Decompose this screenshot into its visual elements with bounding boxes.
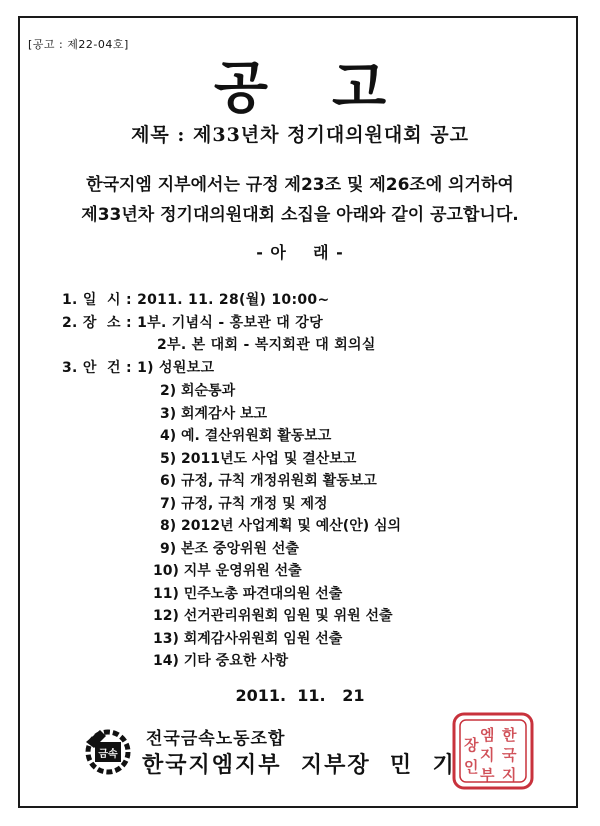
agenda-item: 10) 지부 운영위원 선출 xyxy=(153,563,302,579)
item-location-part2: 2부. 본 대회 - 복지회관 대 회의실 xyxy=(157,337,376,353)
union-logo-icon xyxy=(80,722,136,776)
agenda-item: 11) 민주노총 파견대의원 선출 xyxy=(153,585,343,602)
notice-title: 공고 xyxy=(213,56,451,121)
agenda-item: 14) 기타 중요한 사항 xyxy=(153,653,289,669)
notice-body xyxy=(36,170,564,230)
body-line-1: 한국지엠 지부에서는 규정 제23조 및 제26조에 의거하여 xyxy=(86,175,514,195)
official-seal-icon xyxy=(450,710,536,792)
item-agenda-label: 3. 안 건 : 1) 성원보고 xyxy=(62,360,215,376)
agenda-item: 12) 선거관리위원회 임원 및 위원 선출 xyxy=(153,608,393,624)
agenda-item: 3) 회계감사 보고 xyxy=(160,405,268,422)
agenda-item: 5) 2011년도 사업 및 결산보고 xyxy=(160,450,357,467)
agenda-item: 6) 규정, 규칙 개정위원회 활동보고 xyxy=(160,473,377,489)
agenda-item: 8) 2012년 사업계획 및 예산(안) 심의 xyxy=(160,518,402,534)
body-line-2: 제33년차 정기대의원대회 소집을 아래와 같이 공고합니다. xyxy=(81,205,519,225)
agenda-item: 13) 회계감사위원회 임원 선출 xyxy=(153,630,343,647)
seal-text: 한 국 지엠 지 부장 인 xyxy=(464,726,517,784)
item-location-part1: 2. 장 소 : 1부. 기념식 - 홍보관 대 강당 xyxy=(62,315,323,331)
agenda-item: 4) 예. 결산위원회 활동보고 xyxy=(160,428,332,444)
notice-date: 2011. 11. 21 xyxy=(235,686,365,705)
agenda-item: 9) 본조 중앙위원 선출 xyxy=(160,540,299,557)
notice-reference-number: [공고 : 제22-04호] xyxy=(28,38,129,51)
agenda-item: 7) 규정, 규칙 개정 및 제정 xyxy=(160,495,328,512)
organization-name: 전국금속노동조합 xyxy=(146,729,286,749)
notice-subject: 제목 : 제33년차 정기대의원대회 공고 xyxy=(131,124,469,146)
logo-text: 금속 xyxy=(98,749,118,760)
item-date-time: 1. 일 시 : 2011. 11. 28(월) 10:00~ xyxy=(62,292,330,308)
agenda-item: 2) 회순통과 xyxy=(160,383,236,399)
section-heading: - 아 래 - xyxy=(256,243,344,262)
signatory-line: 한국지엠지부 지부장 민 기 xyxy=(142,753,456,778)
